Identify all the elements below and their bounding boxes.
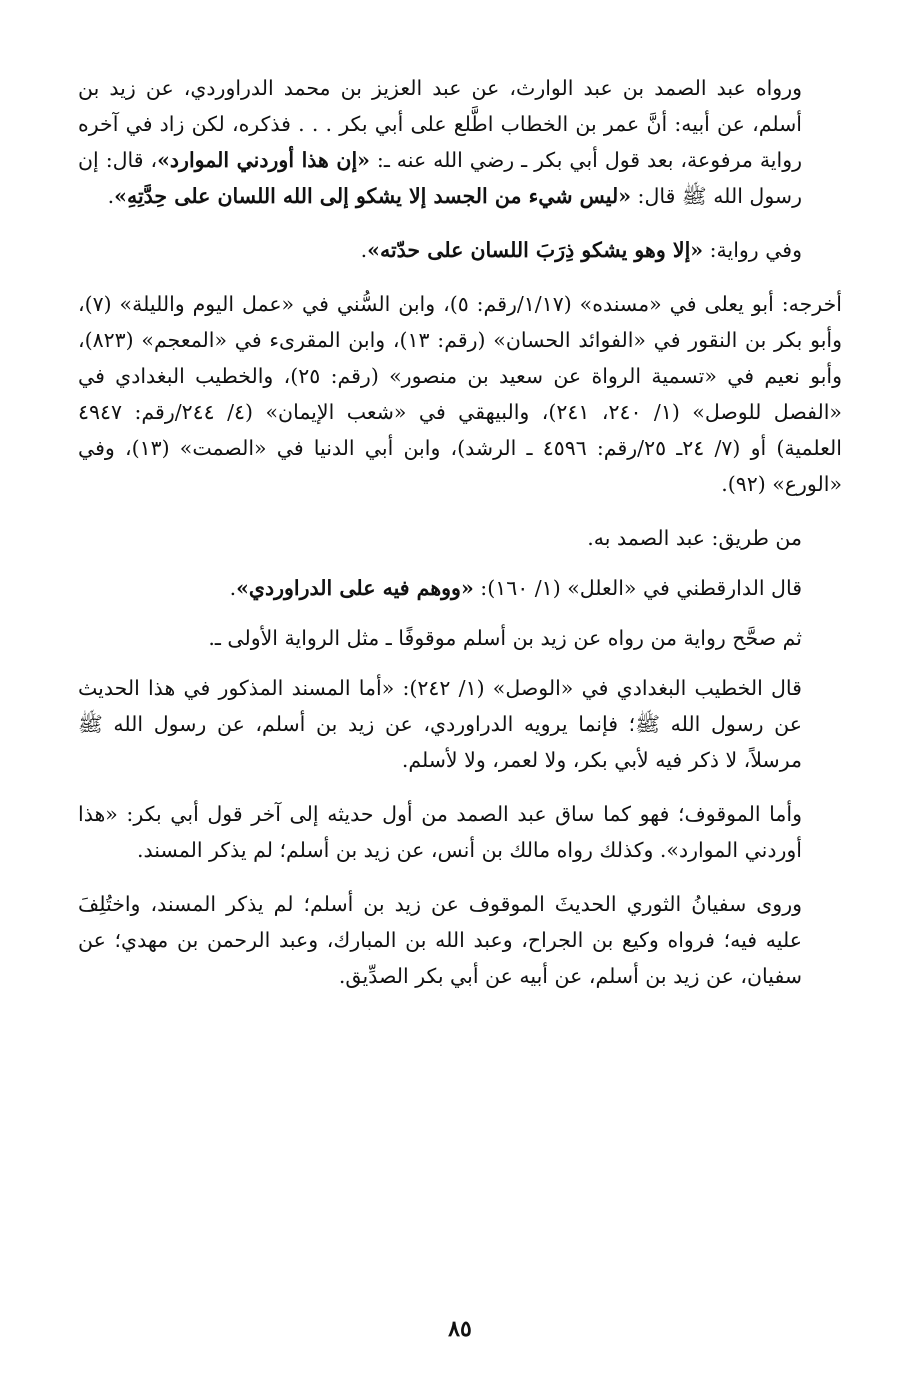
paragraph-1-text-1: ورواه عبد الصمد بن عبد الوارث، عن عبد العزيز بن محمد الدراوردي، عن زيد بن أسلم، عن أبيه: أنَّ عمر بن الخطاب اطَّلع على أبي بكر . . . فذكره، لكن زاد في آخره رواية مرفوعة، بعد قول أبي بكر ـ رضي الله عنه ـ: xyxy=(78,76,803,172)
paragraph-6: ثم صحَّح رواية من رواه عن زيد بن أسلم موقوفًا ـ مثل الرواية الأولى ـ. xyxy=(208,626,802,650)
paragraph-8: وأما الموقوف؛ فهو كما ساق عبد الصمد من أول حديثه إلى آخر قول أبي بكر: «هذا أوردني الموارد». وكذلك رواه مالك بن أنس، عن زيد بن أسلم؛ لم يذكر المسند. xyxy=(78,802,802,862)
paragraph-2-quote: «إلا وهو يشكو ذِرَبَ اللسان على حدّته» xyxy=(367,238,704,262)
paragraph-5-text-1: قال الدارقطني في «العلل» (١/ ١٦٠): xyxy=(473,576,802,600)
paragraph-2-text-1: وفي رواية: xyxy=(703,238,802,262)
paragraph-1-text-2: ، قال: إن رسول الله ﷺ قال: xyxy=(78,148,802,208)
paragraph-5-text-2: . xyxy=(229,576,237,600)
paragraph-1-text-3: . xyxy=(107,184,115,208)
paragraph-4: من طريق: عبد الصمد به. xyxy=(587,526,802,550)
paragraph-5-quote: «ووهم فيه على الدراوردي» xyxy=(236,576,474,600)
paragraph-1-quote-2: «ليس شيء من الجسد إلا يشكو إلى الله اللسان على حِدَّتِهِ» xyxy=(114,184,632,208)
page-number: ٨٥ xyxy=(448,1316,472,1342)
paragraph-3: أخرجه: أبو يعلى في «مسنده» (١/١٧/رقم: ٥)، وابن السُّني في «عمل اليوم والليلة» (٧)، وأبو بكر بن النقور في «الفوائد الحسان» (رقم: ١٣)، وابن المقرىء في «المعجم» (٨٢٣)، وأبو نعيم في «تسمية الرواة عن سعيد بن منصور» (رقم: ٢٥)، والخطيب البغدادي في «الفصل للوصل» (١/ ٢٤٠، ٢٤١)، والبيهقي في «شعب الإيمان» (٤/ ٢٤٤/رقم: ٤٩٤٧ العلمية) أو (٧/ ٢٤ـ ٢٥/رقم: ٤٥٩٦ ـ الرشد)، وابن أبي الدنيا في «الصمت» (١٣)، وفي «الورع» (٩٢). xyxy=(78,292,843,496)
paragraph-1-quote-1: «إن هذا أوردني الموارد» xyxy=(157,148,370,172)
paragraph-5 xyxy=(78,570,842,606)
paragraph-2-text-2: . xyxy=(360,238,368,262)
paragraph-1 xyxy=(78,70,842,214)
paragraph-7 xyxy=(78,670,842,778)
paragraph-9: وروى سفيانُ الثوري الحديثَ الموقوف عن زيد بن أسلم؛ لم يذكر المسند، واختُلِفَ عليه فيه؛ فرواه وكيع بن الجراح، وعبد الله بن المبارك، وعبد الرحمن بن مهدي؛ عن سفيان، عن زيد بن أسلم، عن أبيه عن أبي بكر الصدِّيق. xyxy=(78,892,802,988)
document-page xyxy=(78,70,842,994)
paragraph-7-text-1: قال الخطيب البغدادي في «الوصل» (١/ ٢٤٢): xyxy=(394,676,802,700)
paragraph-2 xyxy=(78,232,842,268)
paragraph-7-quote: «أما المسند المذكور في هذا الحديث عن رسول الله ﷺ؛ فإنما يرويه الدراوردي، عن زيد بن أسلم، عن رسول الله ﷺ مرسلاً، لا ذكر فيه لأبي بكر، ولا لعمر، ولا لأسلم. xyxy=(78,676,802,772)
